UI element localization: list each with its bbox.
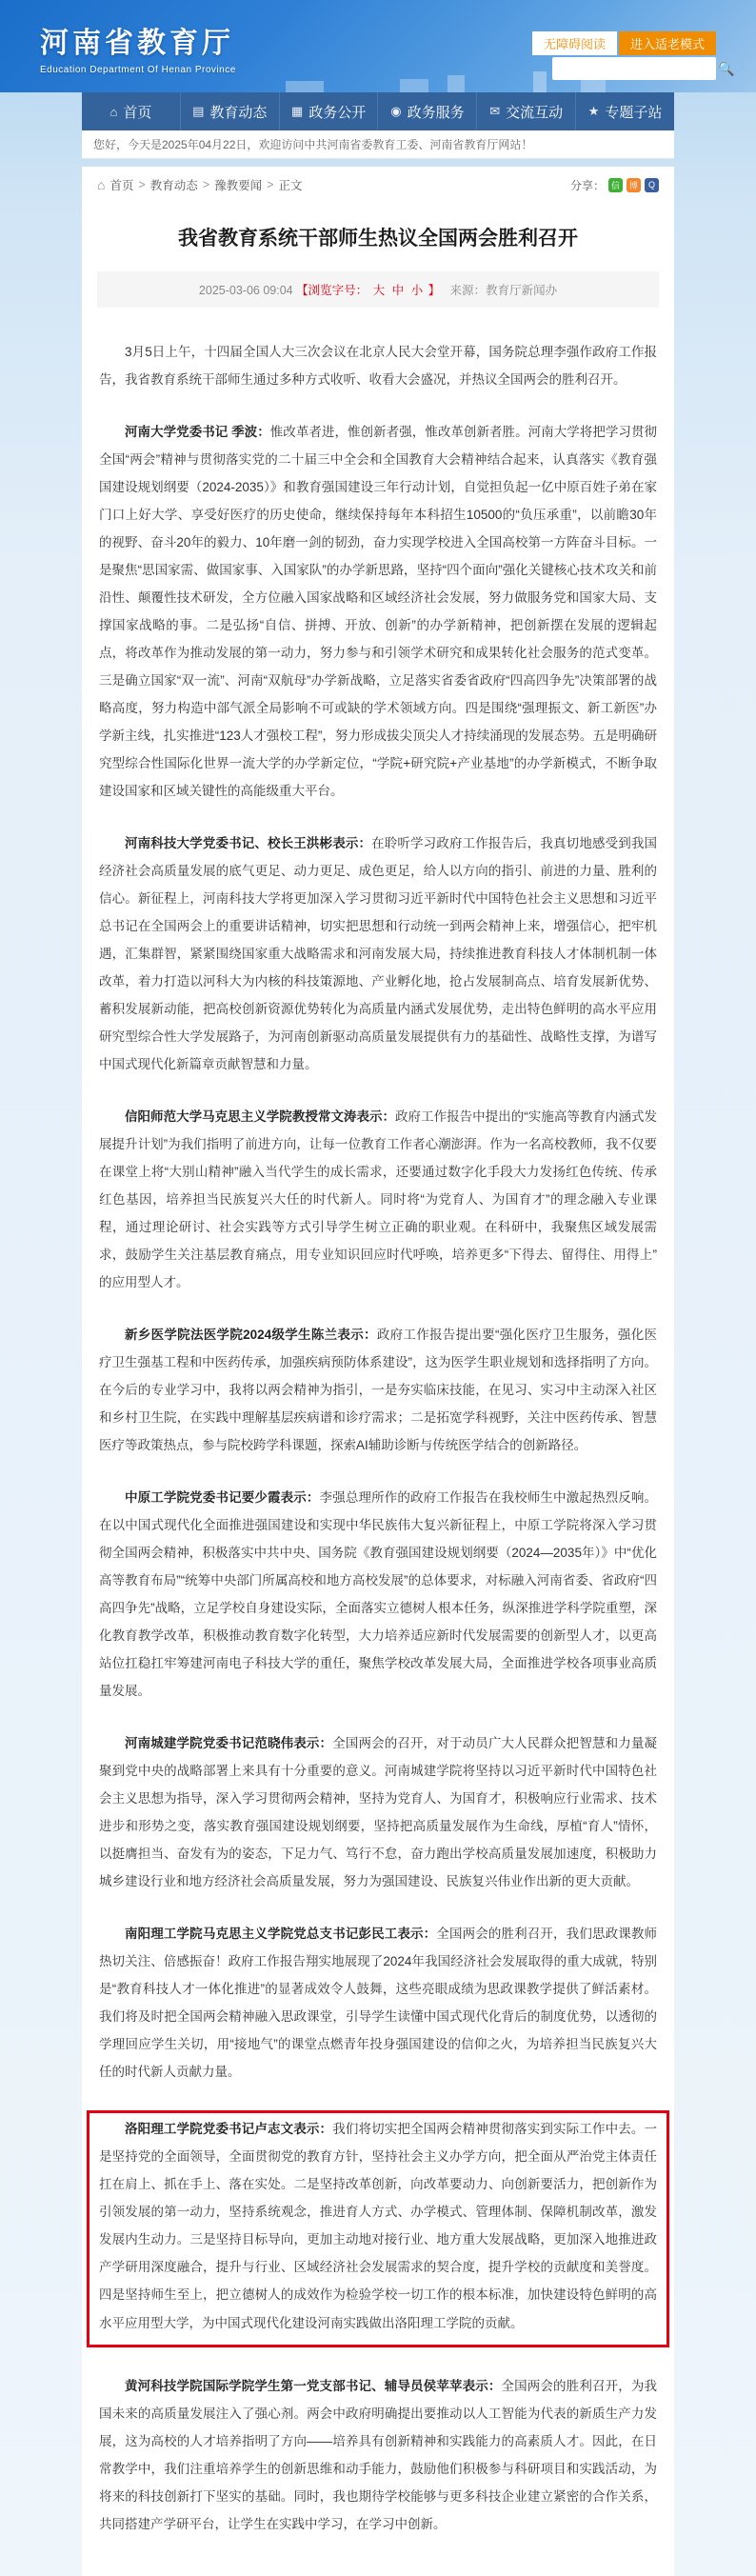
breadcrumb-yujiao-news[interactable]: 豫教要闻 <box>214 179 263 192</box>
speaker-name: 河南大学党委书记 季波： <box>125 424 270 439</box>
breadcrumb-home[interactable]: 首页 <box>109 179 134 192</box>
site-title: 河南省教育厅 <box>40 28 234 59</box>
speaker-name: 信阳师范大学马克思主义学院教授常文涛表示： <box>125 1108 396 1124</box>
article-meta-bar <box>97 271 659 308</box>
nav-item-gov-disclosure[interactable] <box>280 92 379 130</box>
speaker-name: 南阳理工学院马克思主义学院党总支书记彭民工表示： <box>125 1927 437 1942</box>
site-subtitle: Education Department Of Henan Province <box>40 65 236 75</box>
breadcrumb-separator: > <box>202 178 210 191</box>
nav-item-special-subsites[interactable] <box>576 92 674 130</box>
site-header <box>0 0 756 92</box>
main-nav <box>82 92 674 130</box>
nav-label: 政务服务 <box>407 104 465 121</box>
interaction-icon: ✉ <box>489 104 501 118</box>
subsite-icon: ★ <box>587 104 600 118</box>
article-body <box>95 308 661 2538</box>
search-icon[interactable]: 🔍 <box>711 61 741 77</box>
disclosure-icon: ▦ <box>290 104 304 118</box>
qq-share-icon[interactable]: Q <box>645 178 659 192</box>
article-paragraph: 河南科技大学党委书记、校长王洪彬表示：在聆听学习政府工作报告后，我真切地感受到我国经济社会高质量发展的底气更足、动力更足、成色更足，给人以方向的指引、前进的力量、胜利的信心。新征程上，河南科技大学将更加深入学习贯彻习近平新时代中国特色社会主义思想和习近平总书记在全国两会上的重要讲话精神，切实把思想和行动统一到两会精神上来，增强信心，把牢机遇，汇集群智，紧紧围绕国家重大战略需求和河南发展大局，持续推进教育科技人才体制机制一体改革，着力打造以河科大为内核的科技策源地、产业孵化地，抢占发展制高点、培育发展新优势、蓄积发展新动能，把高校创新资源优势转化为高质量内涵式发展优势，走出特色鲜明的高水平应用研究型综合性大学发展路子，为河南创新驱动高质量发展提供有力的基础性、战略性支撑，为谱写中国式现代化新篇章贡献智慧和力量。 <box>99 835 658 1071</box>
speaker-name: 河南科技大学党委书记、校长王洪彬表示： <box>125 835 372 850</box>
speaker-name: 洛阳理工学院党委书记卢志文表示： <box>125 2122 333 2137</box>
nav-label: 首页 <box>123 104 152 121</box>
breadcrumb <box>95 167 661 201</box>
share-label: 分享： <box>569 178 605 192</box>
nav-label: 教育动态 <box>209 104 268 121</box>
speaker-name: 新乡医学院法医学院2024级学生陈兰表示： <box>125 1328 377 1342</box>
font-size-label-open: 【浏览字号： <box>296 283 368 297</box>
home-icon: ⌂ <box>97 177 106 192</box>
article-paragraph: 中原工学院党委书记要少霞表示：李强总理所作的政府工作报告在我校师生中激起热烈反响。在以中国式现代化全面推进强国建设和实现中华民族伟大复兴新征程上，中原工学院将深入学习贯彻全国两会精神，积极落实中共中央、国务院《教育强国建设规划纲要（2024—2035年）》中“优化高等教育布局”“统筹中央部门所属高校和地方高校发展”的总体要求，对标融入河南省委、省政府“四高四争先”战略，立足学校自身建设实际，全面落实立德树人根本任务，纵深推进学科学院重塑，深化教育教学改革，积极推动教育数字化转型，大力培养适应新时代发展需要的创新型人才，以更高站位扛稳扛牢筹建河南电子科技大学的重任，聚焦学校改革发展大局，全面推进学校各项事业高质量发展。 <box>99 1490 657 1699</box>
search-box <box>552 57 735 80</box>
site-logo <box>40 19 236 75</box>
speaker-name: 黄河科技学院国际学院学生第一党支部书记、辅导员侯苹苹表示： <box>125 2378 502 2393</box>
font-size-medium-button[interactable]: 中 <box>391 283 405 297</box>
article-paragraph: 河南城建学院党委书记范晓伟表示：全国两会的召开，对于动员广大人民群众把智慧和力量凝聚到党中央的战略部署上来具有十分重要的意义。河南城建学院将坚持以习近平新时代中国特色社会主义思想为指导，深入学习贯彻两会精神，坚持为党育人、为国育才，积极响应行业需求、技术进步和形势之变，落实教育强国建设规划纲要，坚持把高质量发展作为生命线，厚植“育人”情怀，以挺膺担当、奋发有为的姿态，下足力气、笃行不怠，奋力跑出学校高质量发展加速度，积极助力城乡建设行业和地方经济社会高质量发展，努力为强国建设、民族复兴伟业作出新的更大贡献。 <box>99 1736 658 1889</box>
home-icon: ⌂ <box>109 104 118 119</box>
nav-item-interaction[interactable] <box>477 92 576 130</box>
font-size-label-close: 】 <box>428 283 441 297</box>
font-size-small-button[interactable]: 小 <box>410 283 424 297</box>
search-input[interactable] <box>552 57 711 80</box>
nav-label: 政务公开 <box>308 104 367 121</box>
breadcrumb-separator: > <box>138 178 146 191</box>
page-title: 我省教育系统干部师生热议全国两会胜利召开 <box>178 228 578 250</box>
content-card <box>82 167 674 2576</box>
article-paragraph: 信阳师范大学马克思主义学院教授常文涛表示：政府工作报告中提出的“实施高等教育内涵式发展提升计划”为我们指明了前进方向，让每一位教育工作者心潮澎湃。作为一名高校教师，我不仅要在课堂上将“大别山精神”融入当代学生的成长需求，还要通过数字化手段大力发扬红色传统、传承红色基因，培养担当民族复兴大任的时代新人。同时将“为党育人、为国育才”的理念融入专业课程，通过理论研讨、社会实践等方式引导学生树立正确的职业观。在科研中，我聚焦区域发展需求，鼓励学生关注基层教育痛点，用专业知识回应时代呼唤，培养更多“下得去、留得住、用得上”的应用型人才。 <box>99 1108 657 1289</box>
source-value: 教育厅新闻办 <box>486 283 558 297</box>
speaker-name: 中原工学院党委书记要少霞表示： <box>125 1490 320 1506</box>
nav-label: 专题子站 <box>605 104 663 121</box>
breadcrumb-separator: > <box>267 178 274 191</box>
nav-item-home[interactable] <box>82 92 181 130</box>
elder-mode-button[interactable]: 进入适老模式 <box>619 31 716 55</box>
article-paragraph: 黄河科技学院国际学院学生第一党支部书记、辅导员侯苹苹表示：全国两会的胜利召开，为我国未来的高质量发展注入了强心剂。两会中政府明确提出要推动以人工智能为代表的新质生产力发展，这为高校的人才培养指明了方向——培养具有创新精神和实践能力的高素质人才。因此，在日常教学中，我们注重培养学生的创新思维和动手能力，鼓励他们积极参与科研项目和实践活动，为将来的科技创新打下坚实的基础。同时，我也期待学校能够与更多科技企业建立紧密的合作关系，共同搭建产学研平台，让学生在实践中学习，在学习中创新。 <box>99 2378 658 2531</box>
speaker-name: 河南城建学院党委书记范晓伟表示： <box>125 1736 333 1751</box>
publish-date: 2025-03-06 09:04 <box>198 283 293 297</box>
article-paragraph: 河南大学党委书记 季波：惟改革者进，惟创新者强，惟改革创新者胜。河南大学将把学习贯彻全国“两会”精神与贯彻落实党的二十届三中全会和全国教育大会精神结合起来，认真落实《教育强国建设规划纲要（2024-2035）》和教育强国建设三年行动计划，自觉担负起一亿中原百姓子弟在家门口上好大学、享受好医疗的历史使命，继续保持每年本科招生10500的“负压承重”，以前瞻30年的视野、奋斗20年的毅力、10年磨一剑的韧劲，奋力实现学校进入全国高校第一方阵奋斗目标。一是聚焦“思国家需、做国家事、入国家队”的办学新思路，坚持“四个面向”强化关键核心技术攻关和前沿性、颠覆性技术研发，全方位融入国家战略和区域经济社会发展，努力做服务党和国家大局、支撑国家战略的事。二是弘扬“自信、拼搏、开放、创新”的办学新精神，把创新摆在发展的逻辑起点，将改革作为推动发展的第一动力，努力参与和引领学术研究和成果转化社会服务的范式变革。三是确立国家“双一流”、河南“双航母”办学新战略，立足落实省委省政府“四高四争先”决策部署的战略高度，努力构造中部气派全局影响不可或缺的学术领域方向。四是围绕“强理振文、新工新医”办学新主线，扎实推进“123人才强校工程”，努力形成拔尖顶尖人才持续涌现的发展态势。五是明确研究型综合性国际化世界一流大学的办学新定位，“学院+研究院+产业基地”的办学新模式，不断争取建设国家和区域关键性的高能级重大平台。 <box>99 424 657 798</box>
article-paragraph: 新乡医学院法医学院2024级学生陈兰表示：政府工作报告提出要“强化医疗卫生服务，强化医疗卫生强基工程和中医药传承，加强疾病预防体系建设”，这为医学生职业规划和选择指明了方向。在今后的专业学习中，我将以两会精神为指引，一是夯实临床技能，在见习、实习中主动深入社区和乡村卫生院，在实践中理解基层疾病谱和诊疗需求；二是拓宽学科视野，关注中医药传承、智慧医疗等政策热点，参与院校跨学科课题，探索AI辅助诊断与传统医学结合的创新路径。 <box>99 1328 657 1453</box>
welcome-bar: 您好，今天是2025年04月22日，欢迎访问中共河南省委教育工委、河南省教育厅网站！ <box>82 130 674 159</box>
font-size-large-button[interactable]: 大 <box>372 283 386 297</box>
article-paragraph-highlighted: 洛阳理工学院党委书记卢志文表示：我们将切实把全国两会精神贯彻落实到实际工作中去。一是坚持党的全面领导，全面贯彻党的教育方针，坚持社会主义办学方向，把全面从严治党主体责任扛在肩上、抓在手上、落在实处。二是坚持改革创新，向改革要动力、向创新要活力，把创新作为引领发展的第一动力，坚持系统观念，推进育人方式、办学模式、管理体制、保障机制改革，激发发展内生动力。三是坚持目标导向，更加主动地对接行业、地方重大发展战略，更加深入地推进政产学研用深度融合，提升与行业、区域经济社会发展需求的契合度，提升学校的贡献度和美誉度。四是坚持师生至上，把立德树人的成效作为检验学校一切工作的根本标准，加快建设特色鲜明的高水平应用型大学，为中国式现代化建设河南实践做出洛阳理工学院的贡献。 <box>87 2110 669 2346</box>
article-paragraph: 3月5日上午，十四届全国人大三次会议在北京人民大会堂开幕，国务院总理李强作政府工作报告，我省教育系统干部师生通过多种方式收听、收看大会盛况，并热议全国两会的胜利召开。 <box>99 344 657 387</box>
article-paragraph: 南阳理工学院马克思主义学院党总支书记彭民工表示：全国两会的胜利召开，我们思政课教师热切关注、倍感振奋！政府工作报告翔实地展现了2024年我国经济社会发展取得的重大成就，特别是“教育科技人才一体化推进”的显著成效令人鼓舞，这些亮眼成绩为思政课教学提供了鲜活素材。我们将及时把全国两会精神融入思政课堂，引导学生读懂中国式现代化背后的制度优势，以透彻的学理回应学生关切，用“接地气”的课堂点燃青年投身强国建设的信仰之火，为培养担当民族复兴大任的时代新人贡献力量。 <box>99 1927 658 2080</box>
source-label: 来源： <box>449 283 487 297</box>
nav-label: 交流互动 <box>506 104 564 121</box>
breadcrumb-current: 正文 <box>278 179 303 192</box>
nav-item-education-news[interactable] <box>181 92 280 130</box>
news-icon: ▤ <box>192 104 205 118</box>
weibo-share-icon[interactable]: 博 <box>627 178 641 192</box>
breadcrumb-education-news[interactable]: 教育动态 <box>149 179 198 192</box>
wechat-share-icon[interactable]: 信 <box>608 178 623 192</box>
nav-item-gov-services[interactable] <box>378 92 477 130</box>
service-icon: ◉ <box>390 104 402 118</box>
accessibility-button[interactable]: 无障碍阅读 <box>532 31 617 55</box>
